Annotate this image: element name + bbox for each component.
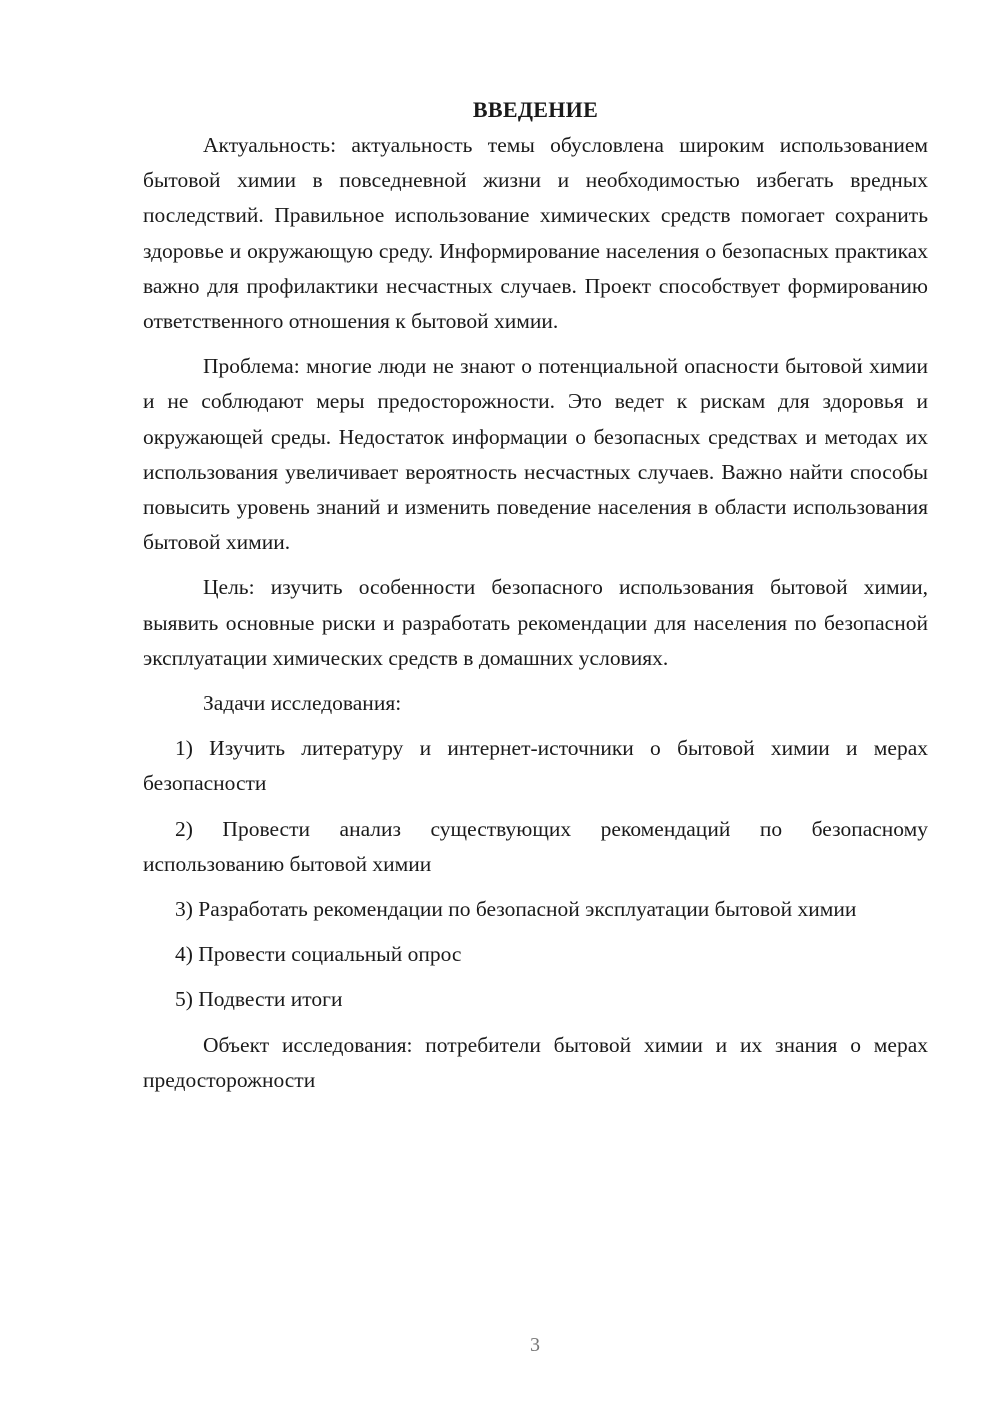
tasks-heading: Задачи исследования: bbox=[203, 691, 402, 716]
page-number: 3 bbox=[530, 1334, 540, 1356]
document-page bbox=[143, 92, 928, 1108]
relevance-paragraph: Актуальность: актуальность темы обусловлена широким использованием бытовой химии в повседневной жизни и необходимостью избегать вредных последствий. Правильное использование химических средств помогает сохранить здоровье и окружающую среду. Информирование населения о безопасных практиках важно для профилактики несчастных случаев. Проект способствует формированию ответственного отношения к бытовой химии. bbox=[143, 133, 928, 334]
task-item: 1) Изучить литературу и интернет-источники о бытовой химии и мерах безопасности bbox=[143, 736, 928, 796]
task-item: 4) Провести социальный опрос bbox=[175, 942, 462, 967]
object-paragraph: Объект исследования: потребители бытовой химии и их знания о мерах предосторожности bbox=[143, 1032, 928, 1092]
section-heading: ВВЕДЕНИЕ bbox=[472, 97, 599, 122]
tasks-list bbox=[143, 731, 928, 1017]
goal-paragraph: Цель: изучить особенности безопасного использования бытовой химии, выявить основные риски и разработать рекомендации для населения по безопасной эксплуатации химических средств в домашних условиях. bbox=[143, 575, 928, 670]
problem-paragraph: Проблема: многие люди не знают о потенциальной опасности бытовой химии и не соблюдают меры предосторожности. Это ведет к рискам для здоровья и окружающей среды. Недостаток информации о безопасных средствах и методах их использования увеличивает вероятность несчастных случаев. Важно найти способы повысить уровень знаний и изменить поведение населения в области использования бытовой химии. bbox=[143, 354, 928, 555]
task-item: 5) Подвести итоги bbox=[175, 987, 343, 1012]
task-item: 2) Провести анализ существующих рекомендаций по безопасному использованию бытовой химии bbox=[143, 816, 928, 876]
task-item: 3) Разработать рекомендации по безопасной эксплуатации бытовой химии bbox=[175, 897, 857, 922]
